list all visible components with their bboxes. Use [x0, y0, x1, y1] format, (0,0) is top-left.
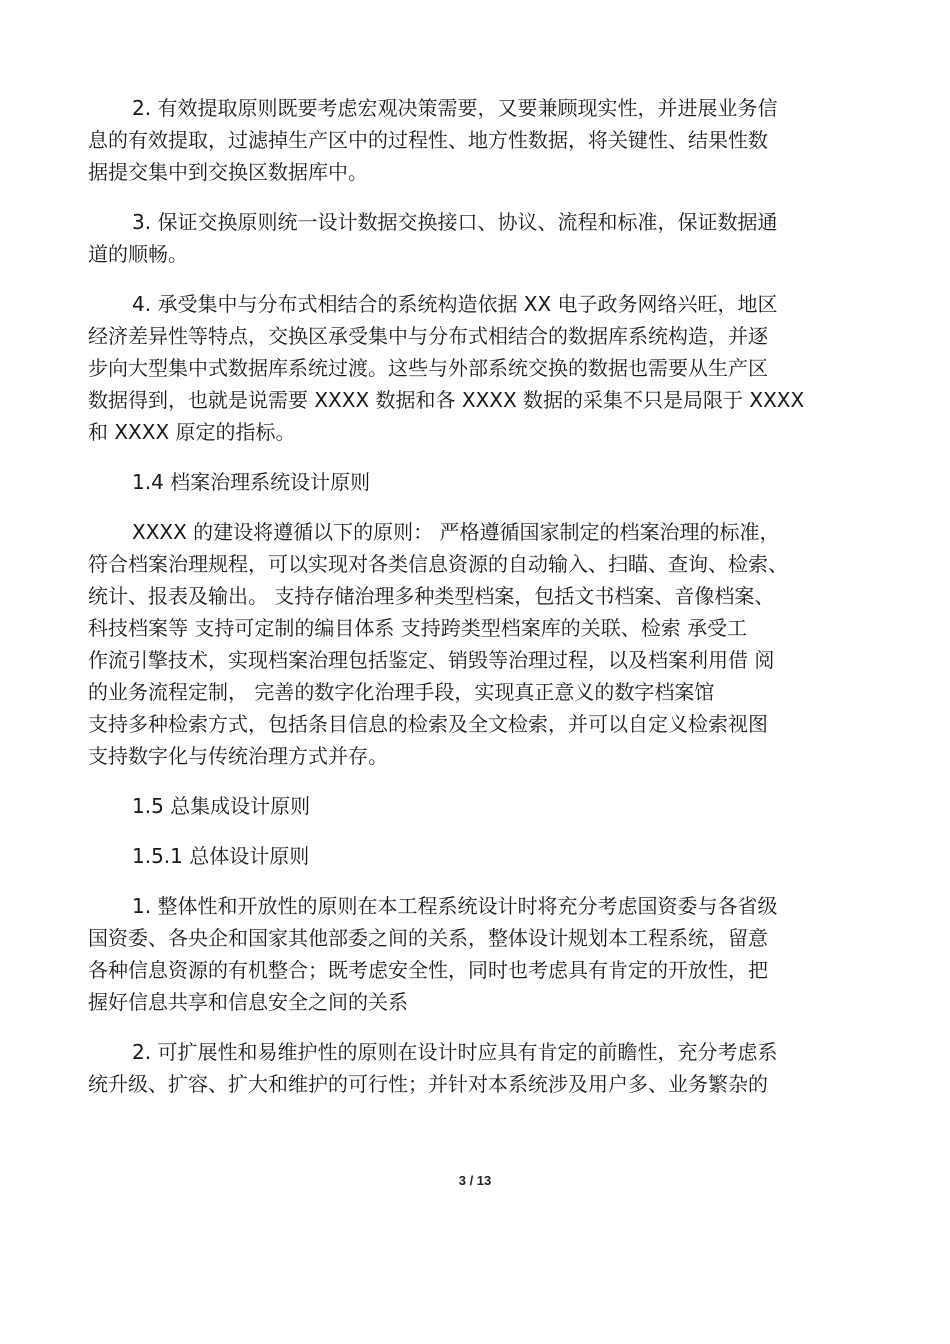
section-heading-archive: 1.4 档案治理系统设计原则: [132, 470, 371, 494]
text-line: 数据得到，也就是说需要 XXXX 数据和各 XXXX 数据的采集不只是局限于 XXXX: [88, 388, 805, 412]
section-heading-integration: 1.5 总集成设计原则: [132, 794, 311, 818]
paragraph-extraction-principle: [88, 92, 858, 188]
text-line: 3. 保证交换原则统一设计数据交换接口、协议、流程和标准，保证数据通: [132, 210, 778, 234]
text-line: XXXX 的建设将遵循以下的原则： 严格遵循国家制定的档案治理的标准，: [132, 520, 780, 544]
text-line: 道的顺畅。: [88, 242, 188, 266]
paragraph-scalability-principle: [88, 1036, 858, 1100]
text-line: 1. 整体性和开放性的原则在本工程系统设计时将充分考虑国资委与各省级: [132, 894, 778, 918]
text-line: 作流引擎技术，实现档案治理包括鉴定、销毁等治理过程，以及档案利用借 阅: [88, 648, 775, 672]
paragraph-integrity-principle: [88, 890, 858, 1018]
text-line: 4. 承受集中与分布式相结合的系统构造依据 XX 电子政务网络兴旺，地区: [132, 292, 778, 316]
text-line: 2. 有效提取原则既要考虑宏观决策需要，又要兼顾现实性，并进展业务信: [132, 96, 778, 120]
text-line: 统计、报表及输出。 支持存储治理多种类型档案，包括文书档案、音像档案、: [88, 584, 775, 608]
text-line: 据提交集中到交换区数据库中。: [88, 160, 368, 184]
text-line: 2. 可扩展性和易维护性的原则在设计时应具有肯定的前瞻性，充分考虑系: [132, 1040, 778, 1064]
text-line: 息的有效提取，过滤掉生产区中的过程性、地方性数据，将关键性、结果性数: [88, 128, 768, 152]
document-body: [88, 92, 858, 1118]
text-line: 国资委、各央企和国家其他部委之间的关系，整体设计规划本工程系统，留意: [88, 926, 768, 950]
text-line: 科技档案等 支持可定制的编目体系 支持跨类型档案库的关联、检索 承受工: [88, 616, 748, 640]
text-line: 支持数字化与传统治理方式并存。: [88, 744, 388, 768]
text-line: 步向大型集中式数据库系统过渡。这些与外部系统交换的数据也需要从生产区: [88, 356, 768, 380]
paragraph-exchange-principle: [88, 206, 858, 270]
text-line: 和 XXXX 原定的指标。: [88, 420, 296, 444]
text-line: 的业务流程定制， 完善的数字化治理手段，实现真正意义的数字档案馆: [88, 680, 715, 704]
subsection-heading-overall: 1.5.1 总体设计原则: [132, 844, 310, 868]
text-line: 各种信息资源的有机整合；既考虑安全性，同时也考虑具有肯定的开放性，把: [88, 958, 768, 982]
text-line: 经济差异性等特点，交换区承受集中与分布式相结合的数据库系统构造，并逐: [88, 324, 768, 348]
text-line: 统升级、扩容、扩大和维护的可行性；并针对本系统涉及用户多、业务繁杂的: [88, 1072, 768, 1096]
text-line: 支持多种检索方式，包括条目信息的检索及全文检索，并可以自定义检索视图: [88, 712, 768, 736]
text-line: 握好信息共享和信息安全之间的关系: [88, 990, 408, 1014]
text-line: 符合档案治理规程，可以实现对各类信息资源的自动输入、扫瞄、查询、检索、: [88, 552, 788, 576]
paragraph-distributed-principle: [88, 288, 858, 448]
page-number: 3 / 13: [458, 1173, 492, 1188]
paragraph-archive-principles: [88, 516, 858, 772]
